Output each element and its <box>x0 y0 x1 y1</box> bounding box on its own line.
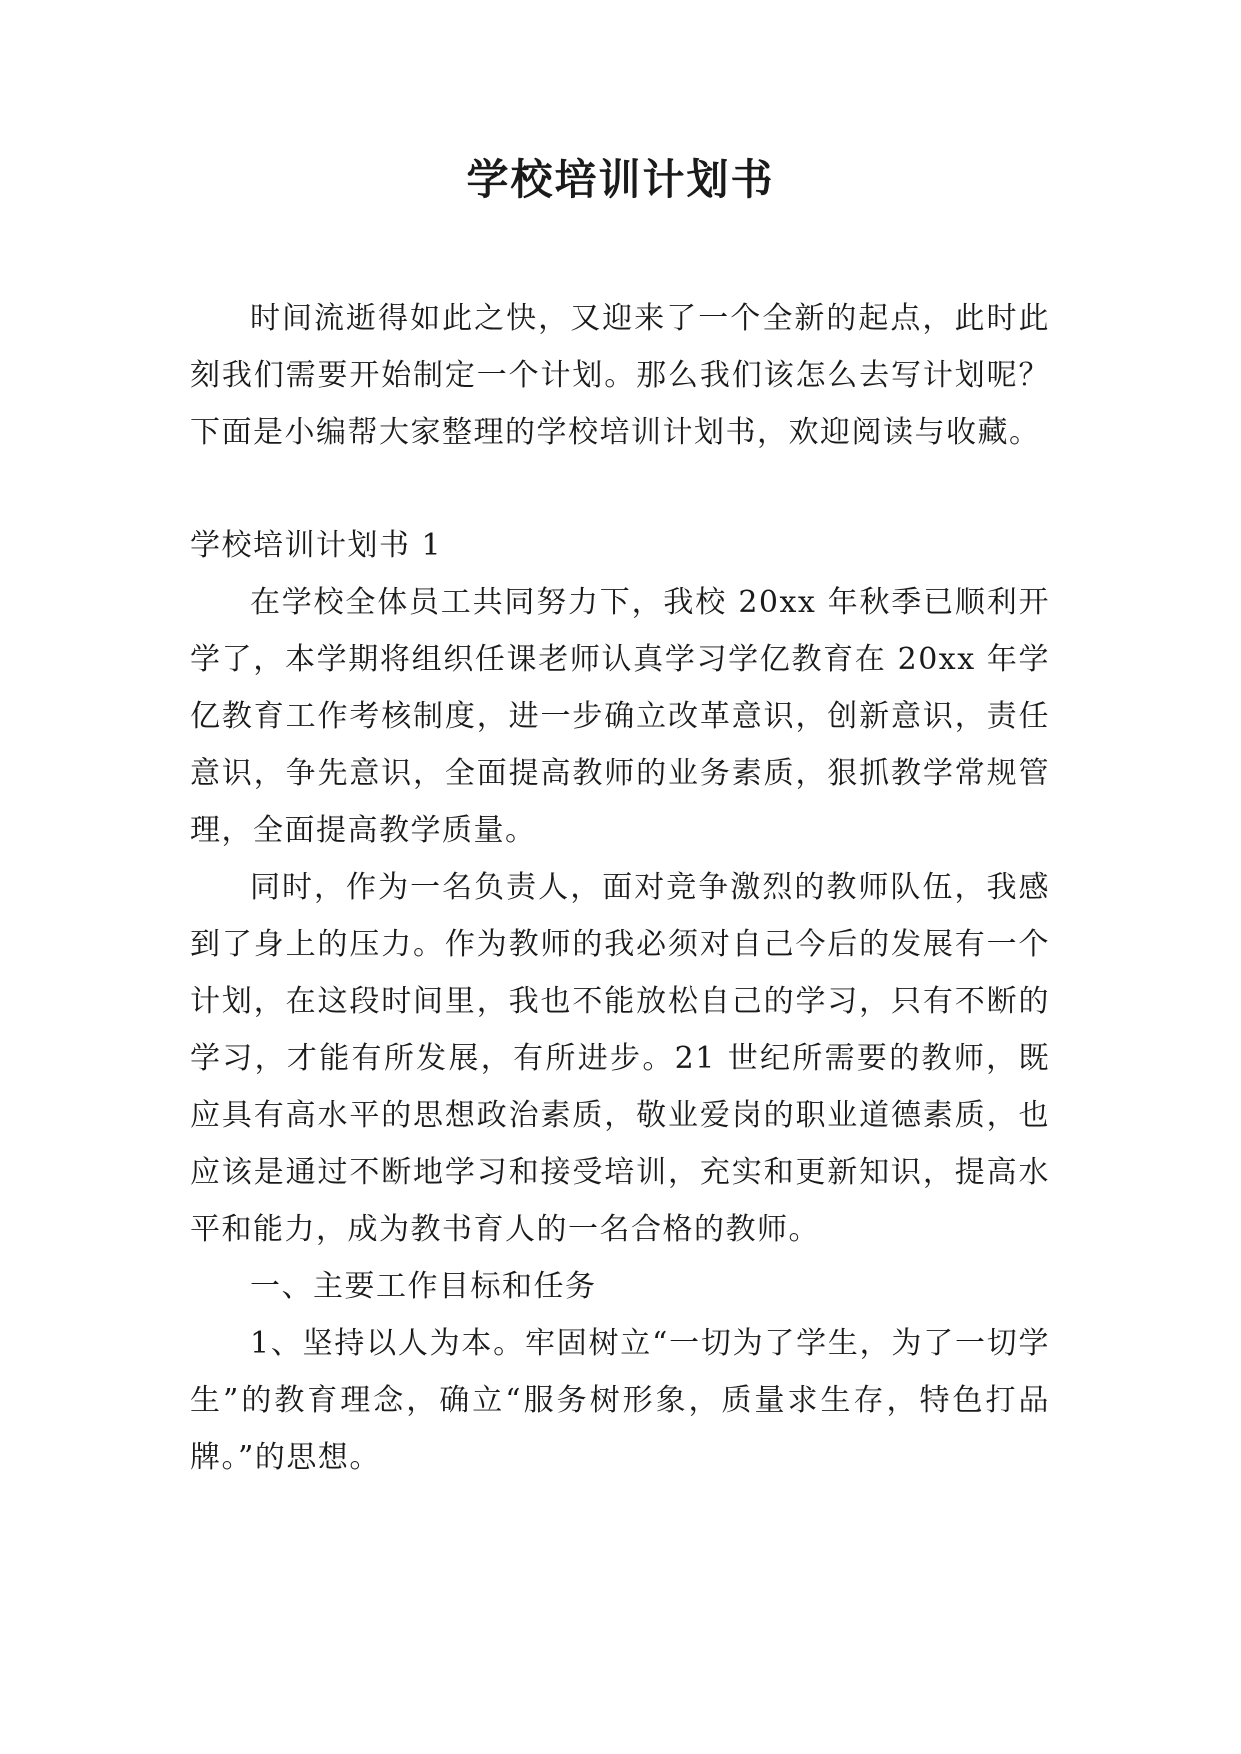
body-paragraph-3: 1、坚持以人为本。牢固树立“一切为了学生，为了一切学生”的教育理念，确立“服务树形象，质量求生存，特色打品牌。”的思想。 <box>190 1326 1050 1475</box>
body-paragraph-2: 同时，作为一名负责人，面对竞争激烈的教师队伍，我感到了身上的压力。作为教师的我必须对自己今后的发展有一个计划，在这段时间里，我也不能放松自己的学习，只有不断的学习，才能有所发展，有所进步。21 世纪所需要的教师，既应具有高水平的思想政治素质，敬业爱岗的职业道德素质，也应该是通过不断地学习和接受培训，充实和更新知识，提高水平和能力，成为教书育人的一名合格的教师。 <box>190 870 1050 1247</box>
document-title: 学校培训计划书 <box>466 155 775 204</box>
intro-paragraph: 时间流逝得如此之快，又迎来了一个全新的起点，此时此刻我们需要开始制定一个计划。那么我们该怎么去写计划呢？下面是小编帮大家整理的学校培训计划书，欢迎阅读与收藏。 <box>190 301 1050 450</box>
section-heading: 学校培训计划书 1 <box>190 528 443 563</box>
document-body <box>190 290 1050 1486</box>
section-spacer <box>190 461 1050 517</box>
body-paragraph-1: 在学校全体员工共同努力下，我校 20xx 年秋季已顺利开学了，本学期将组织任课老师认真学习学亿教育在 20xx 年学亿教育工作考核制度，进一步确立改革意识，创新意识，责任意识，争先意识，全面提高教师的业务素质，狠抓教学常规管理，全面提高教学质量。 <box>190 585 1050 848</box>
subheading-goals: 一、主要工作目标和任务 <box>250 1269 597 1304</box>
